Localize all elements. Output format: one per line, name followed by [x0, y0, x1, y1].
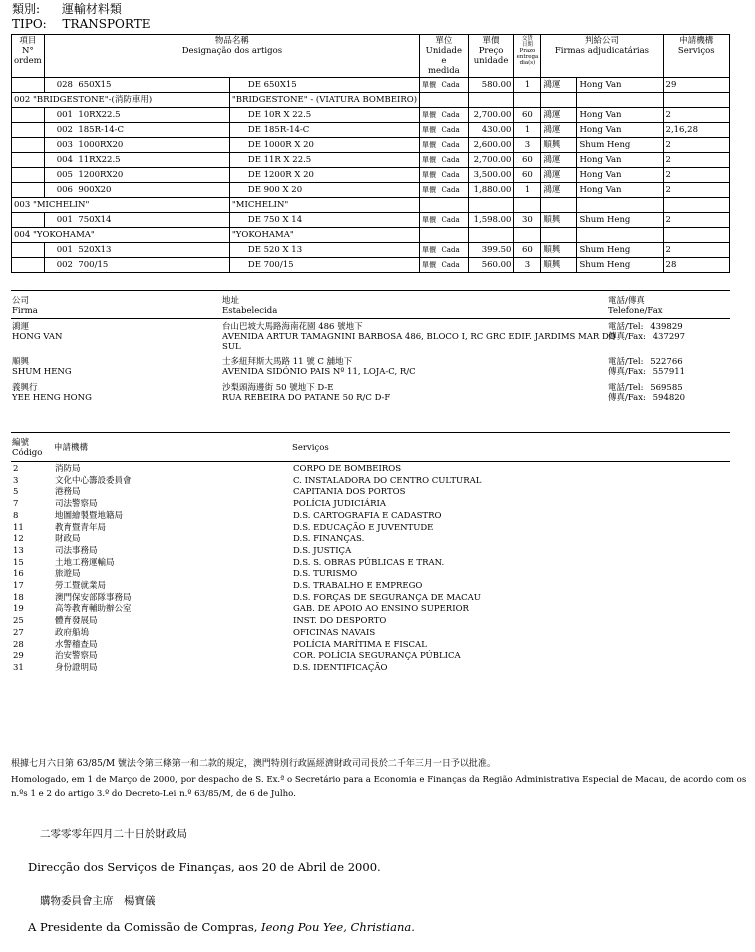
service-name-pt: POLÍCIA MARÍTIMA E FISCAL: [293, 639, 427, 650]
item-services: 29: [663, 78, 729, 93]
header-item: 項目 N° ordem: [12, 35, 45, 78]
item-desc-zh: 001 520X13: [44, 243, 229, 258]
service-row: [12, 464, 712, 475]
item-unit: 單價 Cada: [420, 123, 469, 138]
item-unit: 單價 Cada: [420, 108, 469, 123]
item-firm-zh: 鴻運: [541, 78, 577, 93]
service-code: 3: [13, 475, 19, 486]
item-firm: Shum Heng: [577, 243, 663, 258]
service-name-zh: 旅遊局: [55, 569, 81, 580]
item-firm: Shum Heng: [577, 138, 663, 153]
service-row: [12, 511, 712, 522]
service-row: [12, 546, 712, 557]
services-header-servicos: Serviços: [292, 443, 329, 453]
table-row: [12, 258, 730, 273]
table-row: [12, 183, 730, 198]
tipo-value: TRANSPORTE: [62, 17, 151, 31]
category-line: [12, 3, 122, 16]
service-name-zh: 身份證明局: [55, 662, 98, 673]
table-row: [12, 213, 730, 228]
item-price: 2,700.00: [468, 108, 514, 123]
table-row: [12, 168, 730, 183]
item-desc-zh: 028 650X15: [44, 78, 229, 93]
service-row: [12, 593, 712, 604]
service-code: 13: [13, 545, 24, 556]
item-price: 560.00: [468, 258, 514, 273]
service-code: 16: [13, 569, 24, 580]
service-row: [12, 651, 712, 662]
table-row: [12, 153, 730, 168]
item-firm-zh: 順興: [541, 138, 577, 153]
service-name-pt: D.S. FINANÇAS.: [293, 534, 365, 545]
service-name-zh: 司法警察局: [55, 499, 98, 510]
service-name-zh: 澳門保安部隊事務局: [55, 592, 132, 603]
item-desc-zh: 005 1200RX20: [44, 168, 229, 183]
item-desc-zh: 004 11RX22.5: [44, 153, 229, 168]
group-label: 003 "MICHELIN": [12, 198, 230, 213]
item-desc-pt: DE 10R X 22.5: [229, 108, 419, 123]
firm-name: 鴻運 HONG VAN: [12, 322, 63, 342]
item-price: 580.00: [468, 78, 514, 93]
service-code: 11: [13, 522, 24, 533]
group-label: 004 "YOKOHAMA": [12, 228, 230, 243]
service-row: [12, 581, 712, 592]
item-prazo: 1: [514, 183, 541, 198]
firms-header-address: 地址 Estabelecida: [222, 296, 278, 316]
item-services: 28: [663, 258, 729, 273]
firms-header-divider: [11, 318, 730, 319]
firm-name: 順興 SHUM HENG: [12, 357, 72, 377]
service-row: [12, 534, 712, 545]
service-name-zh: 地圖繪製暨地籍局: [55, 510, 124, 521]
group-label-pt: "YOKOHAMA": [229, 228, 419, 243]
service-row: [12, 663, 712, 674]
service-row: [12, 499, 712, 510]
header-prazo: 交貨 日期 Prazo entrega dia(s): [514, 35, 541, 78]
service-row: [12, 604, 712, 615]
item-firm-zh: 鴻運: [541, 168, 577, 183]
item-price: 1,598.00: [468, 213, 514, 228]
firm-address: 士多紐拜斯大馬路 11 號 C 舖地下 AVENIDA SIDÓNIO PAIS Nº 11, LOJA-C, R/C: [222, 357, 416, 377]
item-firm: Shum Heng: [577, 213, 663, 228]
item-desc-zh: 002 700/15: [44, 258, 229, 273]
service-name-zh: 水警稽查局: [55, 639, 98, 650]
service-name-zh: 土地工務運輸局: [55, 557, 115, 568]
item-desc-pt: DE 650X15: [229, 78, 419, 93]
item-desc-pt: DE 750 X 14: [229, 213, 419, 228]
service-name-pt: CORPO DE BOMBEIROS: [293, 464, 402, 474]
item-desc-pt: DE 1200R X 20: [229, 168, 419, 183]
service-code: 25: [13, 616, 24, 627]
service-name-zh: 港務局: [55, 487, 81, 498]
service-code: 2: [13, 464, 19, 474]
table-row: [12, 138, 730, 153]
service-row: [12, 640, 712, 651]
table-row: [12, 108, 730, 123]
services-header-code: 編號 Código: [12, 438, 43, 458]
group-label-pt: "MICHELIN": [229, 198, 419, 213]
service-name-zh: 高等教育輔助辦公室: [55, 604, 132, 615]
item-price: 2,600.00: [468, 138, 514, 153]
service-code: 8: [13, 510, 19, 521]
item-desc-zh: 001 750X14: [44, 213, 229, 228]
service-row: [12, 628, 712, 639]
item-firm: Hong Van: [577, 168, 663, 183]
item-services: 2: [663, 183, 729, 198]
date-pt: Direcção dos Serviços de Finanças, aos 20 de Abril de 2000.: [28, 860, 381, 874]
group-row: [12, 198, 730, 213]
service-name-zh: 體育發展局: [55, 616, 98, 627]
service-name-pt: D.S. FORÇAS DE SEGURANÇA DE MACAU: [293, 592, 481, 603]
item-unit: 單價 Cada: [420, 78, 469, 93]
service-code: 31: [13, 662, 24, 673]
item-services: 2: [663, 243, 729, 258]
service-code: 29: [13, 651, 24, 662]
item-firm-zh: 鴻運: [541, 183, 577, 198]
service-name-pt: D.S. EDUCAÇÃO E JUVENTUDE: [293, 522, 434, 533]
tipo-label: TIPO:: [12, 17, 47, 31]
item-desc-pt: DE 11R X 22.5: [229, 153, 419, 168]
signature-zh: 購物委員會主席 楊寶儀: [40, 895, 156, 907]
homologation-pt-line2: n.ºs 1 e 2 do artigo 3.º do Decreto-Lei n.º 63/85/M, de 6 de Julho.: [11, 789, 296, 799]
item-firm-zh: 鴻運: [541, 108, 577, 123]
item-price: 2,700.00: [468, 153, 514, 168]
firm-phone: 電話/Tel: 522766 傳真/Fax: 557911: [608, 357, 686, 377]
item-firm-zh: 鴻運: [541, 123, 577, 138]
services-header-institution: 申請機構: [54, 443, 89, 453]
item-prazo: 60: [514, 153, 541, 168]
item-price: 1,880.00: [468, 183, 514, 198]
group-row: [12, 93, 730, 108]
item-firm: Shum Heng: [577, 258, 663, 273]
service-name-pt: COR. POLÍCIA SEGURANÇA PÚBLICA: [293, 651, 461, 662]
group-row: [12, 228, 730, 243]
firms-header-phone: 電話/傳真 Telefone/Fax: [608, 296, 663, 316]
item-prazo: 3: [514, 138, 541, 153]
item-price: 430.00: [468, 123, 514, 138]
service-name-pt: OFICINAS NAVAIS: [293, 627, 376, 638]
service-code: 28: [13, 639, 24, 650]
item-desc-zh: 001 10RX22.5: [44, 108, 229, 123]
item-desc-zh: 002 185R-14-C: [44, 123, 229, 138]
service-code: 15: [13, 557, 24, 568]
item-desc-pt: DE 900 X 20: [229, 183, 419, 198]
item-desc-zh: 003 1000RX20: [44, 138, 229, 153]
header-unit: 單位 Unidade e medida: [420, 35, 469, 78]
item-price: 399.50: [468, 243, 514, 258]
service-name-zh: 勞工暨就業局: [55, 581, 107, 591]
service-row: [12, 569, 712, 580]
firm-name: 義興行 YEE HENG HONG: [12, 383, 92, 403]
header-price: 單價 Preço unidade: [468, 35, 514, 78]
item-services: 2: [663, 138, 729, 153]
firm-phone: 電話/Tel: 569585 傳真/Fax: 594820: [608, 383, 686, 403]
items-table-body: [12, 78, 730, 273]
service-code: 27: [13, 627, 24, 638]
item-prazo: 3: [514, 258, 541, 273]
tipo-line: [12, 18, 150, 31]
service-name-pt: POLÍCIA JUDICIÁRIA: [293, 499, 387, 510]
item-firm-zh: 順興: [541, 213, 577, 228]
services-divider: [11, 432, 730, 433]
item-firm: Hong Van: [577, 183, 663, 198]
services-header-divider: [11, 461, 730, 462]
service-code: 12: [13, 534, 24, 545]
item-prazo: 60: [514, 108, 541, 123]
item-services: 2: [663, 213, 729, 228]
service-name-pt: D.S. CARTOGRAFIA E CADASTRO: [293, 510, 442, 521]
item-firm: Hong Van: [577, 108, 663, 123]
items-table: [11, 34, 730, 273]
item-unit: 單價 Cada: [420, 153, 469, 168]
service-row: [12, 558, 712, 569]
service-name-zh: 治安警察局: [55, 651, 98, 662]
item-unit: 單價 Cada: [420, 213, 469, 228]
item-firm: Hong Van: [577, 78, 663, 93]
signature-pt: A Presidente da Comissão de Compras, Ieong Pou Yee, Christiana.: [28, 920, 415, 934]
service-name-pt: D.S. TURISMO: [293, 569, 358, 580]
service-name-zh: 教育暨青年局: [55, 522, 107, 533]
item-firm-zh: 鴻運: [541, 153, 577, 168]
item-firm-zh: 順興: [541, 243, 577, 258]
service-code: 7: [13, 499, 19, 510]
service-name-pt: D.S. JUSTIÇA: [293, 545, 352, 556]
table-row: [12, 78, 730, 93]
service-name-zh: 司法事務局: [55, 545, 98, 556]
homologation-pt-line1: Homologado, em 1 de Março de 2000, por despacho de S. Ex.ª o Secretário para a Economia e Finanças da Região Administrativa Especial de Macau, de acordo com os: [11, 775, 747, 785]
item-firm: Hong Van: [577, 153, 663, 168]
item-desc-zh: 006 900X20: [44, 183, 229, 198]
service-row: [12, 487, 712, 498]
service-row: [12, 523, 712, 534]
category-label: 類別:: [12, 2, 41, 16]
item-desc-pt: DE 520 X 13: [229, 243, 419, 258]
category-value: 運輸材料類: [61, 2, 122, 16]
item-unit: 單價 Cada: [420, 168, 469, 183]
service-name-pt: GAB. DE APOIO AO ENSINO SUPERIOR: [293, 604, 469, 615]
item-prazo: 1: [514, 78, 541, 93]
group-label-pt: "BRIDGESTONE" - (VIATURA BOMBEIRO): [229, 93, 419, 108]
item-unit: 單價 Cada: [420, 258, 469, 273]
firm-address: 台山巴坡大馬路海南花園 486 號地下 AVENIDA ARTUR TAMAGNINI BARBOSA 486, BLOCO I, RC GRC EDIF. JARDIMS MAR DO SUL: [222, 322, 616, 352]
item-prazo: 60: [514, 243, 541, 258]
firms-divider: [11, 290, 730, 291]
service-name-zh: 文化中心籌設委員會: [55, 475, 132, 486]
service-name-pt: INST. DO DESPORTO: [293, 616, 387, 627]
service-name-pt: CAPITANIA DOS PORTOS: [293, 487, 406, 498]
item-firm: Hong Van: [577, 123, 663, 138]
item-prazo: 60: [514, 168, 541, 183]
service-code: 19: [13, 604, 24, 615]
item-unit: 單價 Cada: [420, 243, 469, 258]
item-services: 2: [663, 153, 729, 168]
signatory-name: Ieong Pou Yee, Christiana.: [261, 920, 415, 934]
service-code: 5: [13, 487, 19, 498]
service-name-pt: C. INSTALADORA DO CENTRO CULTURAL: [293, 475, 482, 486]
header-services: 申請機構 Serviços: [663, 35, 729, 78]
service-row: [12, 616, 712, 627]
service-code: 18: [13, 592, 24, 603]
firms-header-firm: 公司 Firma: [12, 296, 38, 316]
service-name-zh: 財政局: [55, 534, 81, 545]
service-name-pt: D.S. TRABALHO E EMPREGO: [293, 581, 423, 591]
homologation-zh: 根據七月六日第 63/85/M 號法令第三條第一和二款的規定，澳門特別行政區經濟財政司司長於二千年三月一日予以批准。: [11, 759, 496, 769]
item-price: 3,500.00: [468, 168, 514, 183]
item-unit: 單價 Cada: [420, 138, 469, 153]
service-name-pt: D.S. IDENTIFICAÇÃO: [293, 662, 388, 673]
service-name-zh: 消防局: [55, 464, 81, 474]
service-name-pt: D.S. S. OBRAS PÚBLICAS E TRAN.: [293, 557, 445, 568]
service-row: [12, 476, 712, 487]
firm-address: 沙梨頭海邊街 50 號地下 D-E RUA REBEIRA DO PATANE 50 R/C D-F: [222, 383, 391, 403]
firm-phone: 電話/Tel: 439829 傳真/Fax: 437297: [608, 322, 686, 342]
group-label: 002 "BRIDGESTONE"-(消防車用): [12, 93, 230, 108]
item-services: 2: [663, 108, 729, 123]
service-name-zh: 政府船塢: [55, 627, 90, 638]
item-desc-pt: DE 1000R X 20: [229, 138, 419, 153]
item-desc-pt: DE 700/15: [229, 258, 419, 273]
service-code: 17: [13, 581, 24, 591]
item-desc-pt: DE 185R-14-C: [229, 123, 419, 138]
item-firm-zh: 順興: [541, 258, 577, 273]
date-zh: 二零零零年四月二十日於財政局: [40, 828, 187, 840]
header-firms: 判給公司 Firmas adjudicatárias: [541, 35, 663, 78]
table-row: [12, 243, 730, 258]
item-prazo: 1: [514, 123, 541, 138]
item-unit: 單價 Cada: [420, 183, 469, 198]
item-services: 2: [663, 168, 729, 183]
header-designation: 物品名稱 Designação dos artigos: [44, 35, 419, 78]
table-row: [12, 123, 730, 138]
item-prazo: 30: [514, 213, 541, 228]
item-services: 2,16,28: [663, 123, 729, 138]
